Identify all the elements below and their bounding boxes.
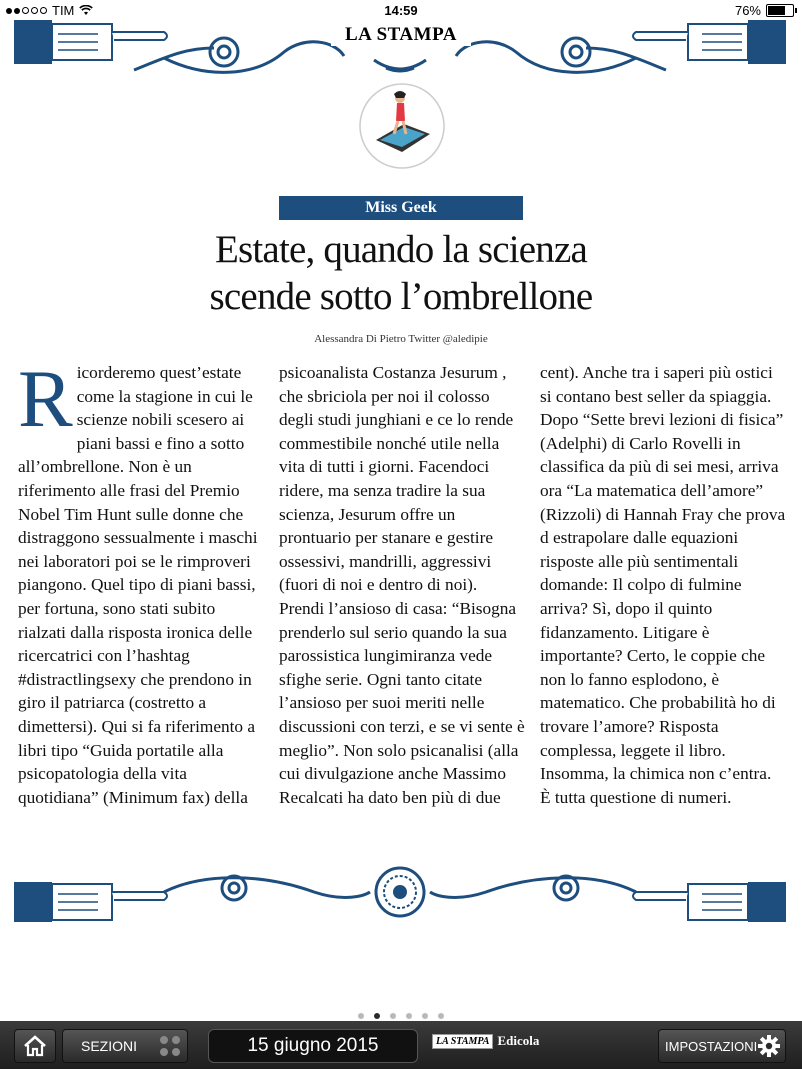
pointing-hand-left-icon (14, 20, 167, 64)
home-icon (23, 1035, 47, 1057)
article-column-3: cent). Anche tra i saperi più ostici si contano best seller da spiaggia. Dopo “Sette brevi lezioni di fisica” (Adelphi) di Carlo Rovelli in classifica da più di sei mesi, arriva ora “La matematica dell’amore” (Rizzoli) di Hannah Fray che prova d estrapolare dalle equazioni risposte alle più sentimentali domande: Il colpo di fulmine arriva? Sì, dopo il quinto fidanzamento. Litigare è importante? Certo, le coppie che non lo fanno esplodono, è matematico. Che probabilità ho di trovare l’amore? Risposta complessa, leggete il libro. Insomma, la chimica non c’entra. È tutta questione di numeri. (540, 363, 786, 807)
article-column-1 (18, 353, 264, 809)
page-dot[interactable] (390, 1013, 396, 1019)
flourish-left-icon (134, 38, 344, 72)
flourish-right-icon (430, 876, 636, 900)
battery-percent: 76% (734, 3, 761, 18)
headline-line-2: scende sotto l’ombrellone (209, 275, 593, 318)
sections-button[interactable] (62, 1029, 188, 1063)
status-bar (0, 0, 802, 20)
clock: 14:59 (384, 3, 418, 18)
article-body (18, 353, 788, 859)
crown-ornament-icon (374, 60, 426, 71)
settings-button[interactable] (658, 1029, 786, 1063)
drop-cap: R (18, 353, 73, 444)
headline-line-1: Estate, quando la scienza (215, 228, 587, 271)
home-button[interactable] (14, 1029, 56, 1063)
carrier-name: TIM (52, 3, 75, 18)
flourish-left-icon (164, 876, 370, 900)
battery-icon (766, 4, 794, 17)
page-dot[interactable] (374, 1013, 380, 1019)
newsstand-label: Edicola (497, 1033, 540, 1048)
column-1-text: icorderemo quest’estate come la stagione in cui le scienze nobili scesero ai piani bassi e fino a sotto all’ombrellone. Non è un riferimento alle frasi del Premio Nobel Tim Hunt sulle donne che distraggono sessualmente i maschi nei laboratori poi se le rimproveri piangono. Quel tipo di piani bassi, per fortuna, sono stati subito rialzati dalla risposta ironica delle ricercatrici con l’hashtag #distractlingsexy che prendono in giro il patriarca (costretto a dimettersi). Qui si fa riferimento a libri tipo “Guida portatile alla psicopatologia della vita quotidiana” (Minimum fax) della (18, 363, 258, 807)
issue-date-button[interactable]: 15 giugno 2015 (208, 1029, 418, 1063)
pointing-hand-right-icon (633, 20, 786, 64)
battery-info (735, 3, 794, 18)
section-rubric: Miss Geek (279, 196, 523, 220)
article-column-2: psicoanalista Costanza Jesurum , che sbriciola per noi il colosso degli studi junghiani e ce lo rende commestibile nonché utile nella vita di tutti i giorni. Facendoci ridere, ma senza tradire la sua scienza, Jesurum offre un prontuario per stanare e gestire ossessivi, mandrilli, aggressivi (fuori di noi e dentro di noi). Prendi l’ansioso di casa: “Bisogna prenderlo sul serio quando la sua parossistica lungimiranza vede sfighe serie. Ogni tanto citate l’ansioso per suoi meriti nelle discussioni con terzi, e se vi sente è meglio”. Non solo psicanalisi (alla cui divulgazione anche Massimo Recalcati ha dato ben più di due (279, 363, 525, 807)
gear-icon (757, 1034, 781, 1058)
newsstand-logo: LA STAMPA (432, 1034, 493, 1049)
byline: Alessandra Di Pietro Twitter @aledipie (314, 333, 488, 345)
page-dot[interactable] (438, 1013, 444, 1019)
settings-label: IMPOSTAZIONI (665, 1039, 758, 1054)
newspaper-logo: LA STAMPA (331, 24, 471, 46)
pointing-hand-left-icon (14, 882, 167, 922)
sections-label: SEZIONI (81, 1038, 138, 1054)
rosette-ornament-icon (376, 868, 424, 916)
article-headline (60, 226, 742, 320)
grid-icon (159, 1035, 181, 1057)
page-dot[interactable] (422, 1013, 428, 1019)
pointing-hand-right-icon (633, 882, 786, 922)
page-dot[interactable] (406, 1013, 412, 1019)
flourish-right-icon (456, 38, 666, 72)
bottom-toolbar (0, 1021, 802, 1069)
footer-ornament (14, 862, 786, 926)
page-dot[interactable] (358, 1013, 364, 1019)
newsstand-button[interactable] (432, 1033, 539, 1049)
miss-geek-illustration (358, 82, 446, 170)
